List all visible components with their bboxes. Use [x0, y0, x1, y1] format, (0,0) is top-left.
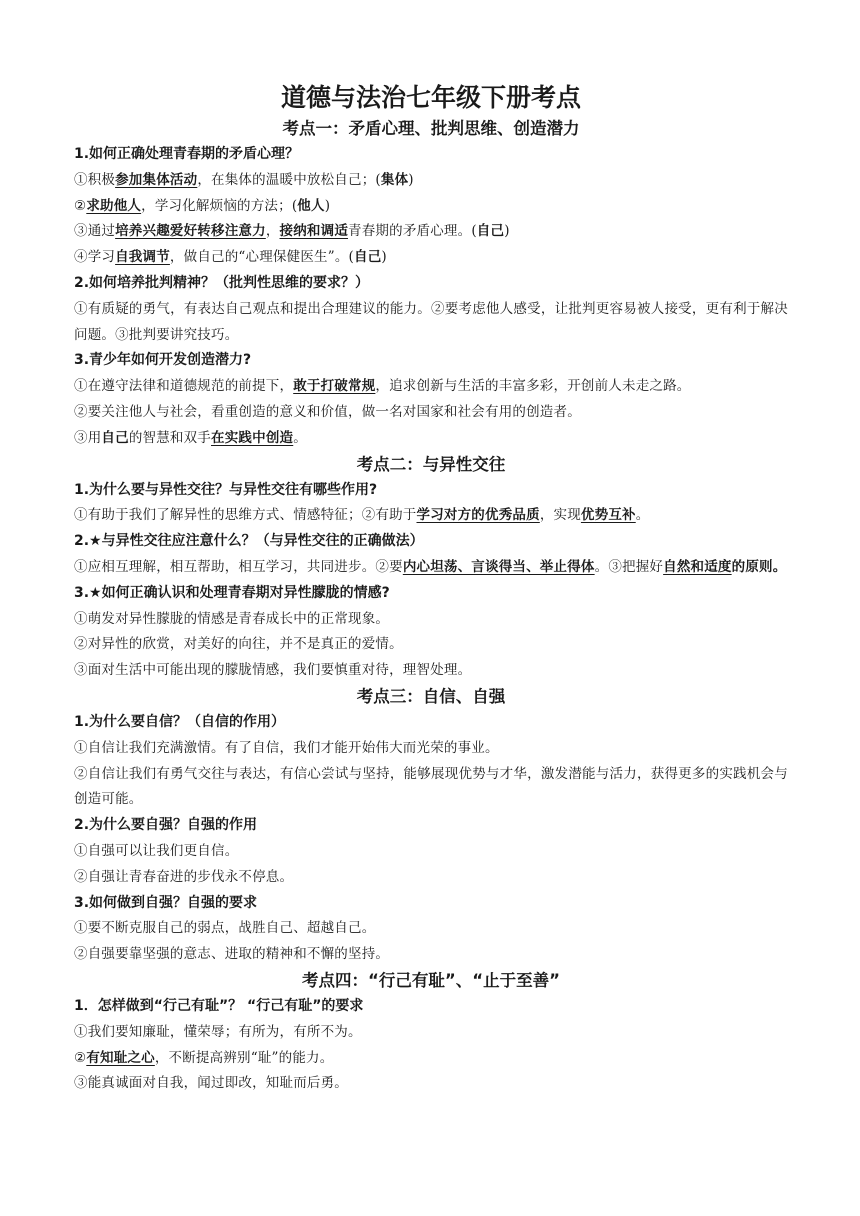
section-heading-4: 考点四：“行己有耻”、“止于至善” [302, 970, 560, 990]
document-page [74, 80, 788, 1097]
question-2-3: 3.★如何正确认识和处理青春期对异性朦胧的情感? [74, 584, 390, 601]
answer-line: ③通过培养兴趣爱好转移注意力，接纳和调适青春期的矛盾心理。(自己) [74, 223, 510, 240]
page-title: 道德与法治七年级下册考点 [280, 83, 581, 112]
question-3-3: 3.如何做到自强？自强的要求 [74, 894, 258, 911]
answer-line: ③能真诚面对自我，闻过即改，知耻而后勇。 [74, 1075, 348, 1092]
question-2-2: 2.★与异性交往应注意什么？（与异性交往的正确做法） [74, 533, 424, 550]
answer-line: ①我们要知廉耻，懂荣辱；有所为，有所不为。 [74, 1023, 362, 1040]
section-heading-2: 考点二：与异性交往 [356, 454, 506, 474]
answer-line: ①有质疑的勇气，有表达自己观点和提出合理建议的能力。②要考虑他人感受，让批判更容易被人接受，更有利于解决问题。③批判要讲究技巧。 [74, 300, 788, 343]
answer-line: ①积极参加集体活动，在集体的温暖中放松自己；(集体) [74, 171, 414, 188]
answer-line: ③用自己的智慧和双手在实践中创造。 [74, 429, 307, 446]
answer-line: ②自强让青春奋进的步伐永不停息。 [74, 868, 294, 885]
answer-line: ①应相互理解，相互帮助，相互学习，共同进步。②要内心坦荡、言谈得当、举止得体。③把握好自然和适度的原则。 [74, 558, 787, 575]
question-1-3: 3.青少年如何开发创造潜力? [74, 352, 252, 369]
answer-line: ①自信让我们充满激情。有了自信，我们才能开始伟大而光荣的事业。 [74, 739, 499, 756]
answer-line: ①在遵守法律和道德规范的前提下，敢于打破常规，追求创新与生活的丰富多彩，开创前人未走之路。 [74, 378, 691, 395]
question-4-1: 1．怎样做到“行己有耻”？ “行己有耻”的要求 [74, 997, 364, 1014]
answer-line: ①自强可以让我们更自信。 [74, 842, 239, 859]
question-1-1: 1.如何正确处理青春期的矛盾心理？ [74, 146, 300, 162]
answer-line: ②自强要靠坚强的意志、进取的精神和不懈的坚持。 [74, 946, 390, 963]
question-3-2: 2.为什么要自强？自强的作用 [74, 817, 258, 834]
question-2-1: 1.为什么要与异性交往？与异性交往有哪些作用? [74, 481, 378, 498]
answer-line: ①要不断克服自己的弱点，战胜自己、超越自己。 [74, 920, 376, 937]
section-heading-3: 考点三：自信、自强 [356, 686, 506, 706]
answer-line: ④学习自我调节，做自己的“心理保健医生”。(自己) [74, 249, 387, 266]
answer-line: ②自信让我们有勇气交往与表达，有信心尝试与坚持，能够展现优势与才华，激发潜能与活力，获得更多的实践机会与创造可能。 [74, 765, 788, 808]
answer-line: ③面对生活中可能出现的朦胧情感，我们要慎重对待，理智处理。 [74, 662, 472, 679]
answer-line: ②求助他人，学习化解烦恼的方法；(他人) [74, 197, 331, 214]
answer-line: ①萌发对异性朦胧的情感是青春成长中的正常现象。 [74, 610, 390, 627]
answer-line: ②对异性的欣赏，对美好的向往，并不是真正的爱情。 [74, 636, 403, 653]
answer-line: ①有助于我们了解异性的思维方式、情感特征；②有助于学习对方的优秀品质，实现优势互补。 [74, 507, 650, 524]
section-heading-1: 考点一：矛盾心理、批判思维、创造潜力 [282, 119, 580, 138]
question-3-1: 1.为什么要自信？（自信的作用） [74, 713, 286, 730]
answer-line: ②要关注他人与社会，看重创造的意义和价值，做一名对国家和社会有用的创造者。 [74, 403, 581, 420]
question-1-2: 2.如何培养批判精神？（批判性思维的要求？） [74, 274, 370, 291]
answer-line: ②有知耻之心，不断提高辨别“耻”的能力。 [74, 1049, 334, 1066]
